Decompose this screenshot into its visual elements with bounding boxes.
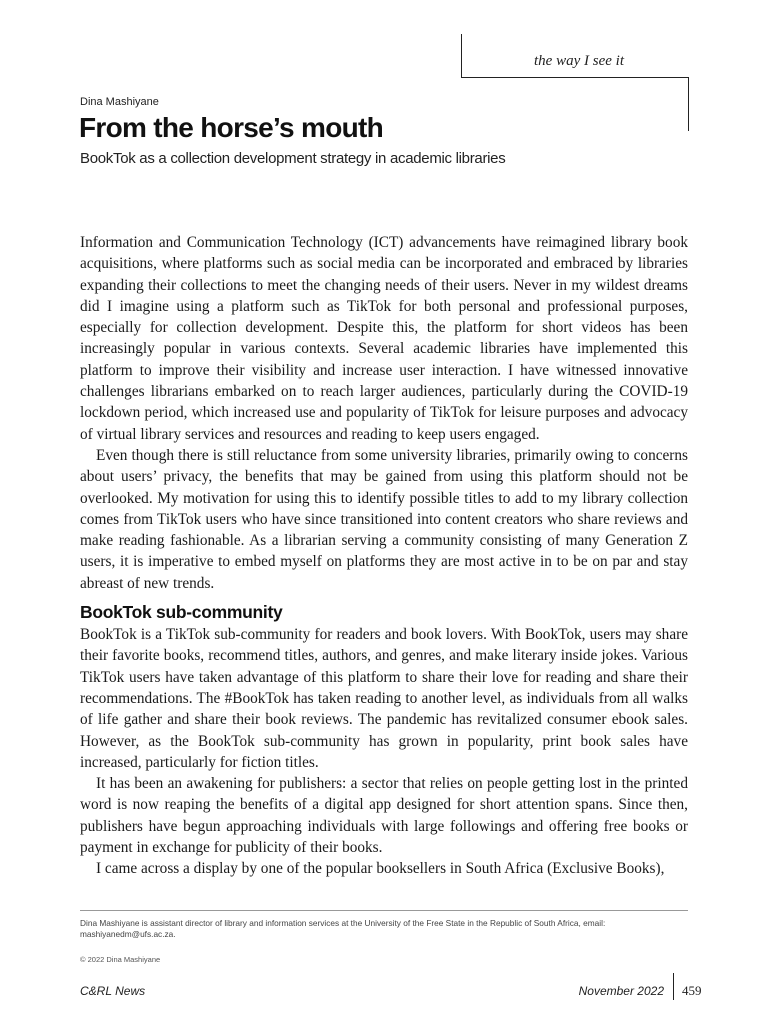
footnote-divider: [80, 910, 688, 911]
author-footnote: Dina Mashiyane is assistant director of library and information services at the University of the Free State in the Republic of South Africa, email: mashiyanedm@ufs.ac.za.: [80, 918, 606, 939]
issue-date: November 2022: [578, 984, 664, 998]
header-rule-left: [461, 34, 462, 78]
journal-name: C&RL News: [80, 984, 146, 998]
body-paragraph: I came across a display by one of the popular booksellers in South Africa (Exclusive Books),: [96, 860, 665, 878]
body-paragraph: BookTok is a TikTok sub-community for readers and book lovers. With BookTok, users may share their favorite books, recommend titles, authors, and genres, and make literary inside jokes. Various TikTok users have taken advantage of this platform to share their love for reading and share their recommendations. The #BookTok has taken reading to another level, as individuals from all walks of life gather and share their book reviews. The pandemic has revitalized consumer ebook sales. However, as the BookTok sub-community has grown in popularity, print book sales have increased, particularly for fiction titles.: [80, 626, 688, 771]
author-byline: Dina Mashiyane: [80, 96, 159, 108]
body-paragraph: Even though there is still reluctance from some university libraries, primarily owing to concerns about users’ privacy, the benefits that may be gained from using this platform should not be overlooked. My motivation for using this to identify possible titles to add to my library collection comes from TikTok users who have since transitioned into content creators who share reviews and make reading fashionable. As a librarian serving a community consisting of many Generation Z users, it is imperative to embed myself on platforms they are most active in to be on par and stay abreast of new trends.: [80, 446, 688, 592]
section-heading: BookTok sub-community: [80, 602, 283, 623]
article-subtitle: BookTok as a collection development strategy in academic libraries: [80, 150, 506, 167]
page-number: 459: [682, 983, 702, 998]
page-number-divider: [673, 973, 674, 1000]
header-rule-horizontal: [461, 77, 689, 78]
header-rule-right: [688, 77, 689, 131]
copyright-notice: © 2022 Dina Mashiyane: [80, 955, 161, 964]
body-paragraph: It has been an awakening for publishers: a sector that relies on people getting lost in the printed word is now reaping the benefits of a digital app designed for short attention spans. Since then, publishers have begun approaching individuals with large followings and offering free books or payment in exchange for publicity of their books.: [80, 775, 688, 857]
article-title: From the horse’s mouth: [79, 112, 384, 143]
column-kicker: the way I see it: [534, 53, 624, 69]
body-paragraph: Information and Communication Technology (ICT) advancements have reimagined library book acquisitions, where platforms such as social media can be incorporated and embraced by libraries expanding their collections to meet the changing needs of their users. Never in my wildest dreams did I imagine using a platform such as TikTok for both personal and professional purposes, especially for collection development. Despite this, the platform for short videos has been increasingly popular in various contexts. Several academic libraries have implemented this platform to improve their visibility and increase user interaction. I have witnessed innovative challenges librarians embarked on to reach larger audiences, particularly during the COVID-19 lockdown period, which increased use and popularity of TikTok for leisure purposes and advocacy of virtual library services and resources and reading to keep users engaged.: [80, 234, 688, 443]
article-body: [80, 232, 688, 880]
